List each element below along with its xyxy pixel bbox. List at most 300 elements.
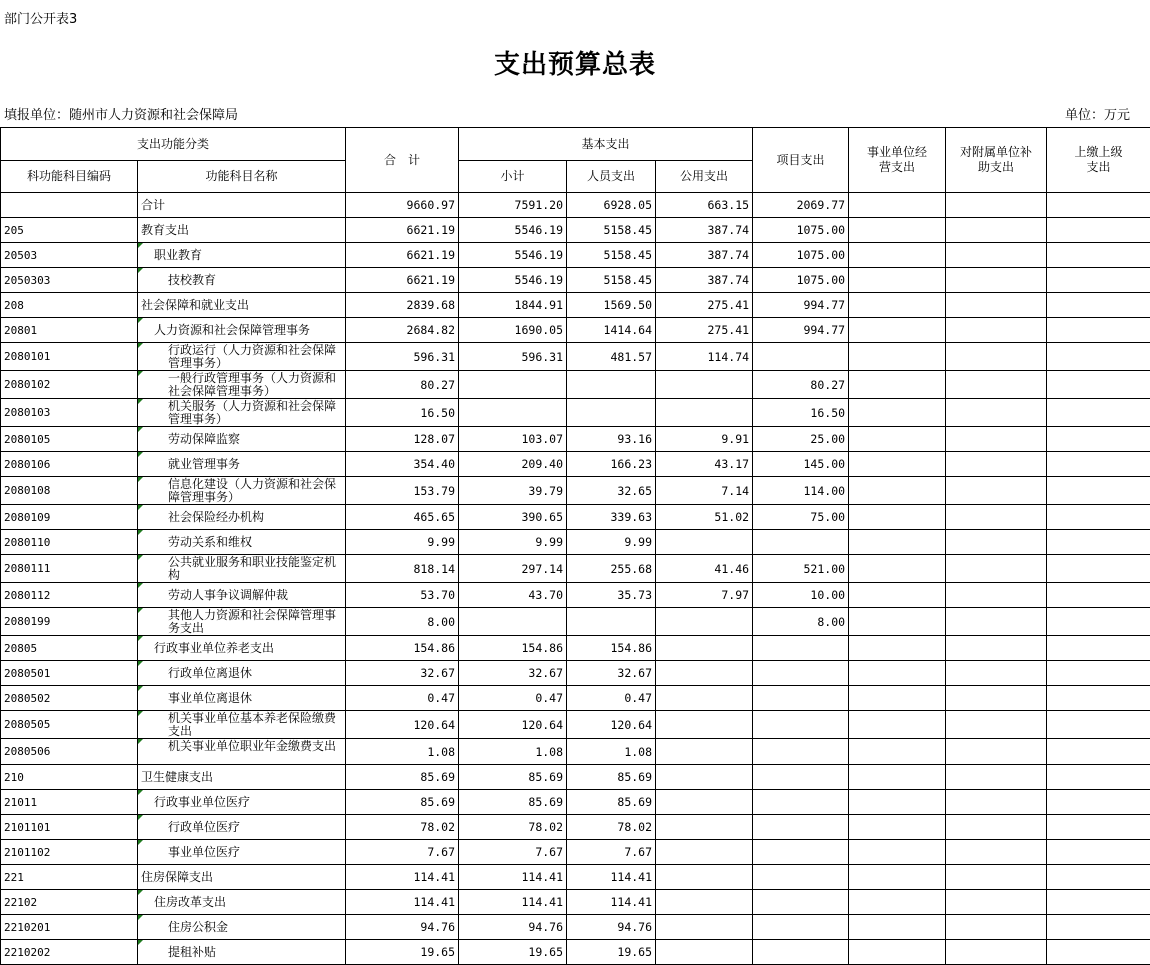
cell-project: 1075.00 [753, 218, 849, 243]
row-name [138, 268, 346, 293]
cell-personnel: 35.73 [567, 583, 656, 608]
row-name-text: 机关服务（人力资源和社会保障管理事务） [168, 399, 336, 426]
cell-subsidy [946, 865, 1047, 890]
cell-personnel: 85.69 [567, 790, 656, 815]
cell-remit [1047, 608, 1150, 636]
cell-total: 6621.19 [346, 268, 459, 293]
row-code: 2101102 [1, 840, 138, 865]
cell-project: 10.00 [753, 583, 849, 608]
header-subtotal: 小计 [459, 161, 567, 193]
header-basic: 基本支出 [459, 128, 753, 161]
table-row [1, 711, 1150, 739]
cell-business [849, 399, 946, 427]
cell-personnel [567, 371, 656, 399]
row-name-text: 社会保险经办机构 [168, 510, 264, 524]
cell-subsidy [946, 243, 1047, 268]
cell-business [849, 940, 946, 965]
cell-marker-icon [138, 711, 143, 716]
cell-public: 7.97 [656, 583, 753, 608]
table-row [1, 940, 1150, 965]
cell-total: 16.50 [346, 399, 459, 427]
row-name-text: 事业单位医疗 [168, 845, 240, 859]
cell-business [849, 505, 946, 530]
row-name [138, 293, 346, 318]
table-row [1, 243, 1150, 268]
row-name [138, 940, 346, 965]
row-name-text: 其他人力资源和社会保障管理事务支出 [168, 608, 336, 635]
row-name-text: 一般行政管理事务（人力资源和社会保障管理事务） [168, 371, 336, 398]
cell-subtotal: 94.76 [459, 915, 567, 940]
cell-business [849, 865, 946, 890]
row-name-text: 行政单位离退休 [168, 666, 252, 680]
cell-personnel: 85.69 [567, 765, 656, 790]
row-name-text: 住房改革支出 [154, 895, 226, 909]
cell-project: 25.00 [753, 427, 849, 452]
cell-personnel: 5158.45 [567, 243, 656, 268]
cell-subtotal: 7.67 [459, 840, 567, 865]
cell-personnel: 339.63 [567, 505, 656, 530]
cell-personnel: 114.41 [567, 865, 656, 890]
cell-remit [1047, 840, 1150, 865]
cell-remit [1047, 193, 1150, 218]
row-name [138, 452, 346, 477]
cell-total: 114.41 [346, 890, 459, 915]
cell-public: 51.02 [656, 505, 753, 530]
row-code: 2080110 [1, 530, 138, 555]
cell-business [849, 371, 946, 399]
row-name-text: 提租补贴 [168, 945, 216, 959]
cell-public: 387.74 [656, 218, 753, 243]
cell-total: 818.14 [346, 555, 459, 583]
row-name-text: 教育支出 [141, 223, 189, 237]
header-name: 功能科目名称 [138, 161, 346, 193]
cell-project: 145.00 [753, 452, 849, 477]
cell-subsidy [946, 711, 1047, 739]
row-code: 2080106 [1, 452, 138, 477]
cell-personnel: 19.65 [567, 940, 656, 965]
table-row [1, 371, 1150, 399]
cell-subsidy [946, 686, 1047, 711]
cell-personnel: 0.47 [567, 686, 656, 711]
cell-total: 354.40 [346, 452, 459, 477]
row-code: 2080501 [1, 661, 138, 686]
cell-subsidy [946, 915, 1047, 940]
row-code: 2050303 [1, 268, 138, 293]
cell-project: 80.27 [753, 371, 849, 399]
cell-marker-icon [138, 268, 143, 273]
cell-total: 128.07 [346, 427, 459, 452]
cell-public [656, 890, 753, 915]
cell-project [753, 890, 849, 915]
cell-public: 663.15 [656, 193, 753, 218]
row-code: 2080199 [1, 608, 138, 636]
cell-remit [1047, 427, 1150, 452]
cell-project [753, 739, 849, 765]
cell-remit [1047, 915, 1150, 940]
cell-remit [1047, 293, 1150, 318]
cell-subsidy [946, 399, 1047, 427]
cell-subsidy [946, 840, 1047, 865]
cell-marker-icon [138, 452, 143, 457]
cell-business [849, 739, 946, 765]
cell-project: 994.77 [753, 318, 849, 343]
cell-personnel: 5158.45 [567, 218, 656, 243]
row-code: 2080505 [1, 711, 138, 739]
cell-subtotal: 390.65 [459, 505, 567, 530]
table-row [1, 555, 1150, 583]
cell-project [753, 840, 849, 865]
cell-total: 85.69 [346, 765, 459, 790]
header-personnel: 人员支出 [567, 161, 656, 193]
cell-project [753, 711, 849, 739]
row-code: 2210201 [1, 915, 138, 940]
table-row [1, 505, 1150, 530]
header-total: 合 计 [346, 128, 459, 193]
cell-public [656, 530, 753, 555]
cell-subtotal: 7591.20 [459, 193, 567, 218]
cell-personnel: 7.67 [567, 840, 656, 865]
cell-public [656, 371, 753, 399]
cell-personnel: 93.16 [567, 427, 656, 452]
row-name-text: 住房公积金 [168, 920, 228, 934]
cell-subtotal: 114.41 [459, 865, 567, 890]
cell-project [753, 790, 849, 815]
row-name [138, 890, 346, 915]
row-name [138, 790, 346, 815]
row-name [138, 583, 346, 608]
cell-personnel: 120.64 [567, 711, 656, 739]
cell-subtotal [459, 399, 567, 427]
cell-remit [1047, 815, 1150, 840]
table-row [1, 293, 1150, 318]
cell-project: 114.00 [753, 477, 849, 505]
row-name-text: 机关事业单位职业年金缴费支出 [168, 739, 336, 753]
cell-business [849, 583, 946, 608]
cell-public [656, 711, 753, 739]
cell-subsidy [946, 790, 1047, 815]
row-name [138, 711, 346, 739]
cell-subtotal: 9.99 [459, 530, 567, 555]
cell-marker-icon [138, 583, 143, 588]
reporting-unit: 填报单位：随州市人力资源和社会保障局 [4, 104, 238, 123]
cell-personnel [567, 608, 656, 636]
cell-marker-icon [138, 815, 143, 820]
cell-project [753, 530, 849, 555]
row-name [138, 530, 346, 555]
cell-subsidy [946, 636, 1047, 661]
cell-marker-icon [138, 890, 143, 895]
row-code: 221 [1, 865, 138, 890]
row-name-text: 行政事业单位医疗 [154, 795, 250, 809]
cell-subsidy [946, 765, 1047, 790]
cell-business [849, 815, 946, 840]
row-name-text: 行政运行（人力资源和社会保障管理事务） [168, 343, 336, 370]
row-name-text: 劳动关系和维权 [168, 535, 252, 549]
cell-business [849, 790, 946, 815]
row-code: 2080103 [1, 399, 138, 427]
cell-total: 9.99 [346, 530, 459, 555]
row-code: 2080109 [1, 505, 138, 530]
cell-total: 7.67 [346, 840, 459, 865]
row-name [138, 371, 346, 399]
row-name-text: 职业教育 [154, 248, 202, 262]
cell-subtotal: 1690.05 [459, 318, 567, 343]
cell-total: 120.64 [346, 711, 459, 739]
cell-subtotal: 5546.19 [459, 268, 567, 293]
table-row [1, 608, 1150, 636]
cell-public [656, 865, 753, 890]
cell-personnel: 9.99 [567, 530, 656, 555]
row-code: 208 [1, 293, 138, 318]
row-name-text: 劳动保障监察 [168, 432, 240, 446]
cell-business [849, 608, 946, 636]
cell-marker-icon [138, 840, 143, 845]
cell-total: 154.86 [346, 636, 459, 661]
cell-remit [1047, 555, 1150, 583]
cell-subsidy [946, 371, 1047, 399]
row-name-text: 就业管理事务 [168, 457, 240, 471]
cell-business [849, 711, 946, 739]
cell-remit [1047, 343, 1150, 371]
cell-business [849, 765, 946, 790]
cell-marker-icon [138, 686, 143, 691]
cell-personnel: 1414.64 [567, 318, 656, 343]
row-name [138, 555, 346, 583]
cell-subsidy [946, 739, 1047, 765]
page-title: 支出预算总表 [0, 44, 1150, 81]
row-name-text: 劳动人事争议调解仲裁 [168, 588, 288, 602]
cell-total: 1.08 [346, 739, 459, 765]
cell-total: 94.76 [346, 915, 459, 940]
cell-subtotal: 85.69 [459, 765, 567, 790]
cell-subsidy [946, 343, 1047, 371]
cell-marker-icon [138, 343, 143, 348]
cell-public: 275.41 [656, 293, 753, 318]
cell-personnel: 5158.45 [567, 268, 656, 293]
cell-total: 2684.82 [346, 318, 459, 343]
cell-business [849, 530, 946, 555]
row-name-text: 住房保障支出 [141, 870, 213, 884]
cell-business [849, 218, 946, 243]
cell-business [849, 890, 946, 915]
row-code: 2080105 [1, 427, 138, 452]
cell-project [753, 343, 849, 371]
cell-business [849, 452, 946, 477]
cell-personnel: 1569.50 [567, 293, 656, 318]
table-row [1, 318, 1150, 343]
row-name [138, 193, 346, 218]
cell-remit [1047, 790, 1150, 815]
row-name [138, 243, 346, 268]
cell-remit [1047, 765, 1150, 790]
cell-subtotal: 43.70 [459, 583, 567, 608]
cell-subsidy [946, 193, 1047, 218]
cell-business [849, 343, 946, 371]
row-code: 21011 [1, 790, 138, 815]
cell-business [849, 193, 946, 218]
cell-business [849, 686, 946, 711]
row-name-text: 信息化建设（人力资源和社会保障管理事务） [168, 477, 336, 504]
table-row [1, 218, 1150, 243]
cell-subtotal: 78.02 [459, 815, 567, 840]
cell-subtotal: 103.07 [459, 427, 567, 452]
cell-personnel: 154.86 [567, 636, 656, 661]
cell-public [656, 915, 753, 940]
cell-total: 8.00 [346, 608, 459, 636]
cell-personnel: 166.23 [567, 452, 656, 477]
table-row [1, 739, 1150, 765]
cell-subsidy [946, 940, 1047, 965]
cell-subsidy [946, 268, 1047, 293]
cell-project: 1075.00 [753, 243, 849, 268]
cell-personnel: 94.76 [567, 915, 656, 940]
row-name [138, 477, 346, 505]
header-remit: 上缴上级支出 [1047, 128, 1150, 193]
cell-business [849, 840, 946, 865]
cell-marker-icon [138, 636, 143, 641]
cell-business [849, 293, 946, 318]
cell-project: 1075.00 [753, 268, 849, 293]
row-code: 2080111 [1, 555, 138, 583]
row-code: 20805 [1, 636, 138, 661]
cell-project: 521.00 [753, 555, 849, 583]
cell-project [753, 661, 849, 686]
row-code: 210 [1, 765, 138, 790]
cell-personnel: 78.02 [567, 815, 656, 840]
table-row [1, 530, 1150, 555]
cell-total: 6621.19 [346, 243, 459, 268]
cell-subsidy [946, 505, 1047, 530]
row-name-text: 行政单位医疗 [168, 820, 240, 834]
cell-subtotal: 0.47 [459, 686, 567, 711]
row-code: 22102 [1, 890, 138, 915]
cell-subsidy [946, 452, 1047, 477]
row-name-text: 机关事业单位基本养老保险缴费支出 [168, 711, 336, 738]
cell-project: 994.77 [753, 293, 849, 318]
cell-public [656, 686, 753, 711]
cell-public [656, 840, 753, 865]
row-name-text: 合计 [141, 198, 165, 212]
row-name-text: 事业单位离退休 [168, 691, 252, 705]
cell-remit [1047, 583, 1150, 608]
row-name [138, 318, 346, 343]
cell-project: 8.00 [753, 608, 849, 636]
cell-public: 275.41 [656, 318, 753, 343]
cell-marker-icon [138, 477, 143, 482]
cell-subtotal: 19.65 [459, 940, 567, 965]
cell-public: 9.91 [656, 427, 753, 452]
cell-public [656, 608, 753, 636]
cell-total: 78.02 [346, 815, 459, 840]
cell-subsidy [946, 530, 1047, 555]
cell-business [849, 661, 946, 686]
cell-public [656, 399, 753, 427]
header-business: 事业单位经营支出 [849, 128, 946, 193]
cell-remit [1047, 243, 1150, 268]
row-name [138, 399, 346, 427]
cell-marker-icon [138, 915, 143, 920]
cell-subsidy [946, 218, 1047, 243]
cell-business [849, 915, 946, 940]
cell-personnel [567, 399, 656, 427]
row-name-text: 卫生健康支出 [141, 770, 213, 784]
row-name-text: 公共就业服务和职业技能鉴定机构 [168, 555, 336, 582]
cell-marker-icon [138, 661, 143, 666]
row-name [138, 427, 346, 452]
cell-personnel: 481.57 [567, 343, 656, 371]
table-row [1, 686, 1150, 711]
row-name [138, 343, 346, 371]
cell-project [753, 865, 849, 890]
row-code: 2080112 [1, 583, 138, 608]
cell-subtotal [459, 371, 567, 399]
cell-total: 153.79 [346, 477, 459, 505]
cell-total: 32.67 [346, 661, 459, 686]
row-code: 2080502 [1, 686, 138, 711]
cell-remit [1047, 890, 1150, 915]
cell-remit [1047, 452, 1150, 477]
cell-remit [1047, 530, 1150, 555]
cell-public [656, 790, 753, 815]
cell-subtotal: 596.31 [459, 343, 567, 371]
table-row [1, 790, 1150, 815]
cell-subsidy [946, 477, 1047, 505]
row-code: 2210202 [1, 940, 138, 965]
cell-subtotal: 32.67 [459, 661, 567, 686]
row-name [138, 505, 346, 530]
row-code: 205 [1, 218, 138, 243]
cell-remit [1047, 739, 1150, 765]
cell-business [849, 427, 946, 452]
table-row [1, 661, 1150, 686]
table-row [1, 765, 1150, 790]
cell-remit [1047, 477, 1150, 505]
cell-subsidy [946, 661, 1047, 686]
table-row [1, 268, 1150, 293]
cell-project [753, 815, 849, 840]
row-name [138, 739, 346, 765]
cell-business [849, 268, 946, 293]
table-row [1, 636, 1150, 661]
cell-total: 85.69 [346, 790, 459, 815]
cell-subtotal: 85.69 [459, 790, 567, 815]
table-row [1, 865, 1150, 890]
cell-subsidy [946, 815, 1047, 840]
cell-total: 6621.19 [346, 218, 459, 243]
cell-marker-icon [138, 318, 143, 323]
cell-subsidy [946, 555, 1047, 583]
cell-remit [1047, 686, 1150, 711]
row-name [138, 686, 346, 711]
cell-business [849, 555, 946, 583]
row-name [138, 218, 346, 243]
cell-public [656, 940, 753, 965]
cell-total: 0.47 [346, 686, 459, 711]
cell-subsidy [946, 608, 1047, 636]
cell-remit [1047, 711, 1150, 739]
row-name [138, 765, 346, 790]
cell-remit [1047, 218, 1150, 243]
cell-total: 114.41 [346, 865, 459, 890]
cell-subsidy [946, 293, 1047, 318]
cell-public [656, 815, 753, 840]
table-row [1, 193, 1150, 218]
cell-remit [1047, 636, 1150, 661]
cell-total: 465.65 [346, 505, 459, 530]
cell-project: 75.00 [753, 505, 849, 530]
cell-marker-icon [138, 427, 143, 432]
cell-public: 43.17 [656, 452, 753, 477]
